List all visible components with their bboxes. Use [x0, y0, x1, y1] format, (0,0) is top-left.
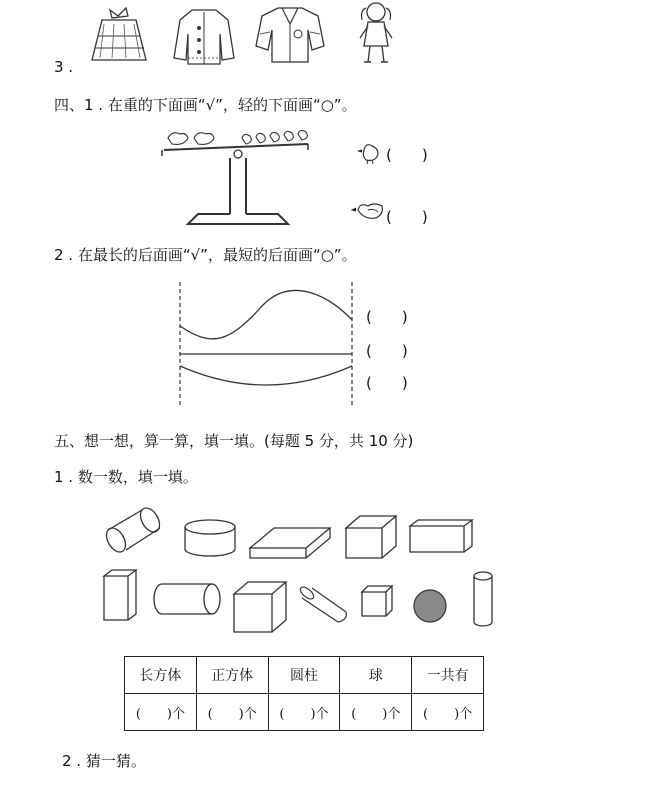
answer-cell-cylinder[interactable]: ( )个 [268, 694, 340, 731]
short-cylinder-shape [182, 518, 238, 560]
upright-cylinder-shape [472, 570, 494, 628]
cuboid-shape-2 [408, 518, 474, 554]
table-header-row [125, 657, 484, 694]
thin-cylinder-shape [298, 584, 350, 624]
horizontal-cylinder-shape [152, 582, 222, 616]
duck-icon [354, 198, 386, 224]
question-3-label: 3 . [54, 58, 74, 76]
jacket-picture [252, 4, 328, 68]
table-answer-row [125, 694, 484, 731]
section-4-question-2: 2 . 在最长的后面画“√”，最短的后面画“○”。 [54, 246, 357, 264]
answer-paren-chick[interactable]: ( ) [386, 146, 428, 164]
section-5-question-1: 1 . 数一数，填一填。 [54, 468, 198, 486]
section-4-question-1: 四、1 . 在重的下面画“√”，轻的下面画“○”。 [54, 96, 357, 114]
header-cube: 正方体 [196, 657, 268, 694]
chick-icon [358, 140, 382, 164]
answer-cell-total[interactable]: ( )个 [412, 694, 484, 731]
skirt-picture [84, 4, 156, 66]
coat-picture [168, 6, 240, 68]
answer-cell-cube[interactable]: ( )个 [196, 694, 268, 731]
cube-shape-small [360, 584, 394, 618]
balance-scale-picture [158, 124, 318, 234]
header-sphere: 球 [340, 657, 412, 694]
answer-paren-line-2[interactable]: ( ) [366, 342, 408, 360]
header-cuboid: 长方体 [125, 657, 197, 694]
cuboid-shape-1 [344, 514, 398, 560]
header-total: 一共有 [412, 657, 484, 694]
shape-count-table [124, 656, 484, 731]
flat-cuboid-shape [248, 524, 332, 564]
cube-shape-large [232, 580, 288, 634]
section-5-title: 五、想一想，算一算，填一填。(每题 5 分，共 10 分) [54, 432, 414, 450]
lines-comparison-figure [172, 278, 362, 412]
sphere-shape [412, 588, 448, 624]
answer-cell-sphere[interactable]: ( )个 [340, 694, 412, 731]
girl-picture [352, 0, 400, 68]
section-5-question-2: 2 . 猜一猜。 [62, 752, 146, 770]
answer-paren-duck[interactable]: ( ) [386, 208, 428, 226]
answer-paren-line-1[interactable]: ( ) [366, 308, 408, 326]
tilted-cylinder-shape [100, 506, 166, 556]
answer-cell-cuboid[interactable]: ( )个 [125, 694, 197, 731]
header-cylinder: 圆柱 [268, 657, 340, 694]
answer-paren-line-3[interactable]: ( ) [366, 374, 408, 392]
tall-cuboid-shape [102, 568, 138, 622]
